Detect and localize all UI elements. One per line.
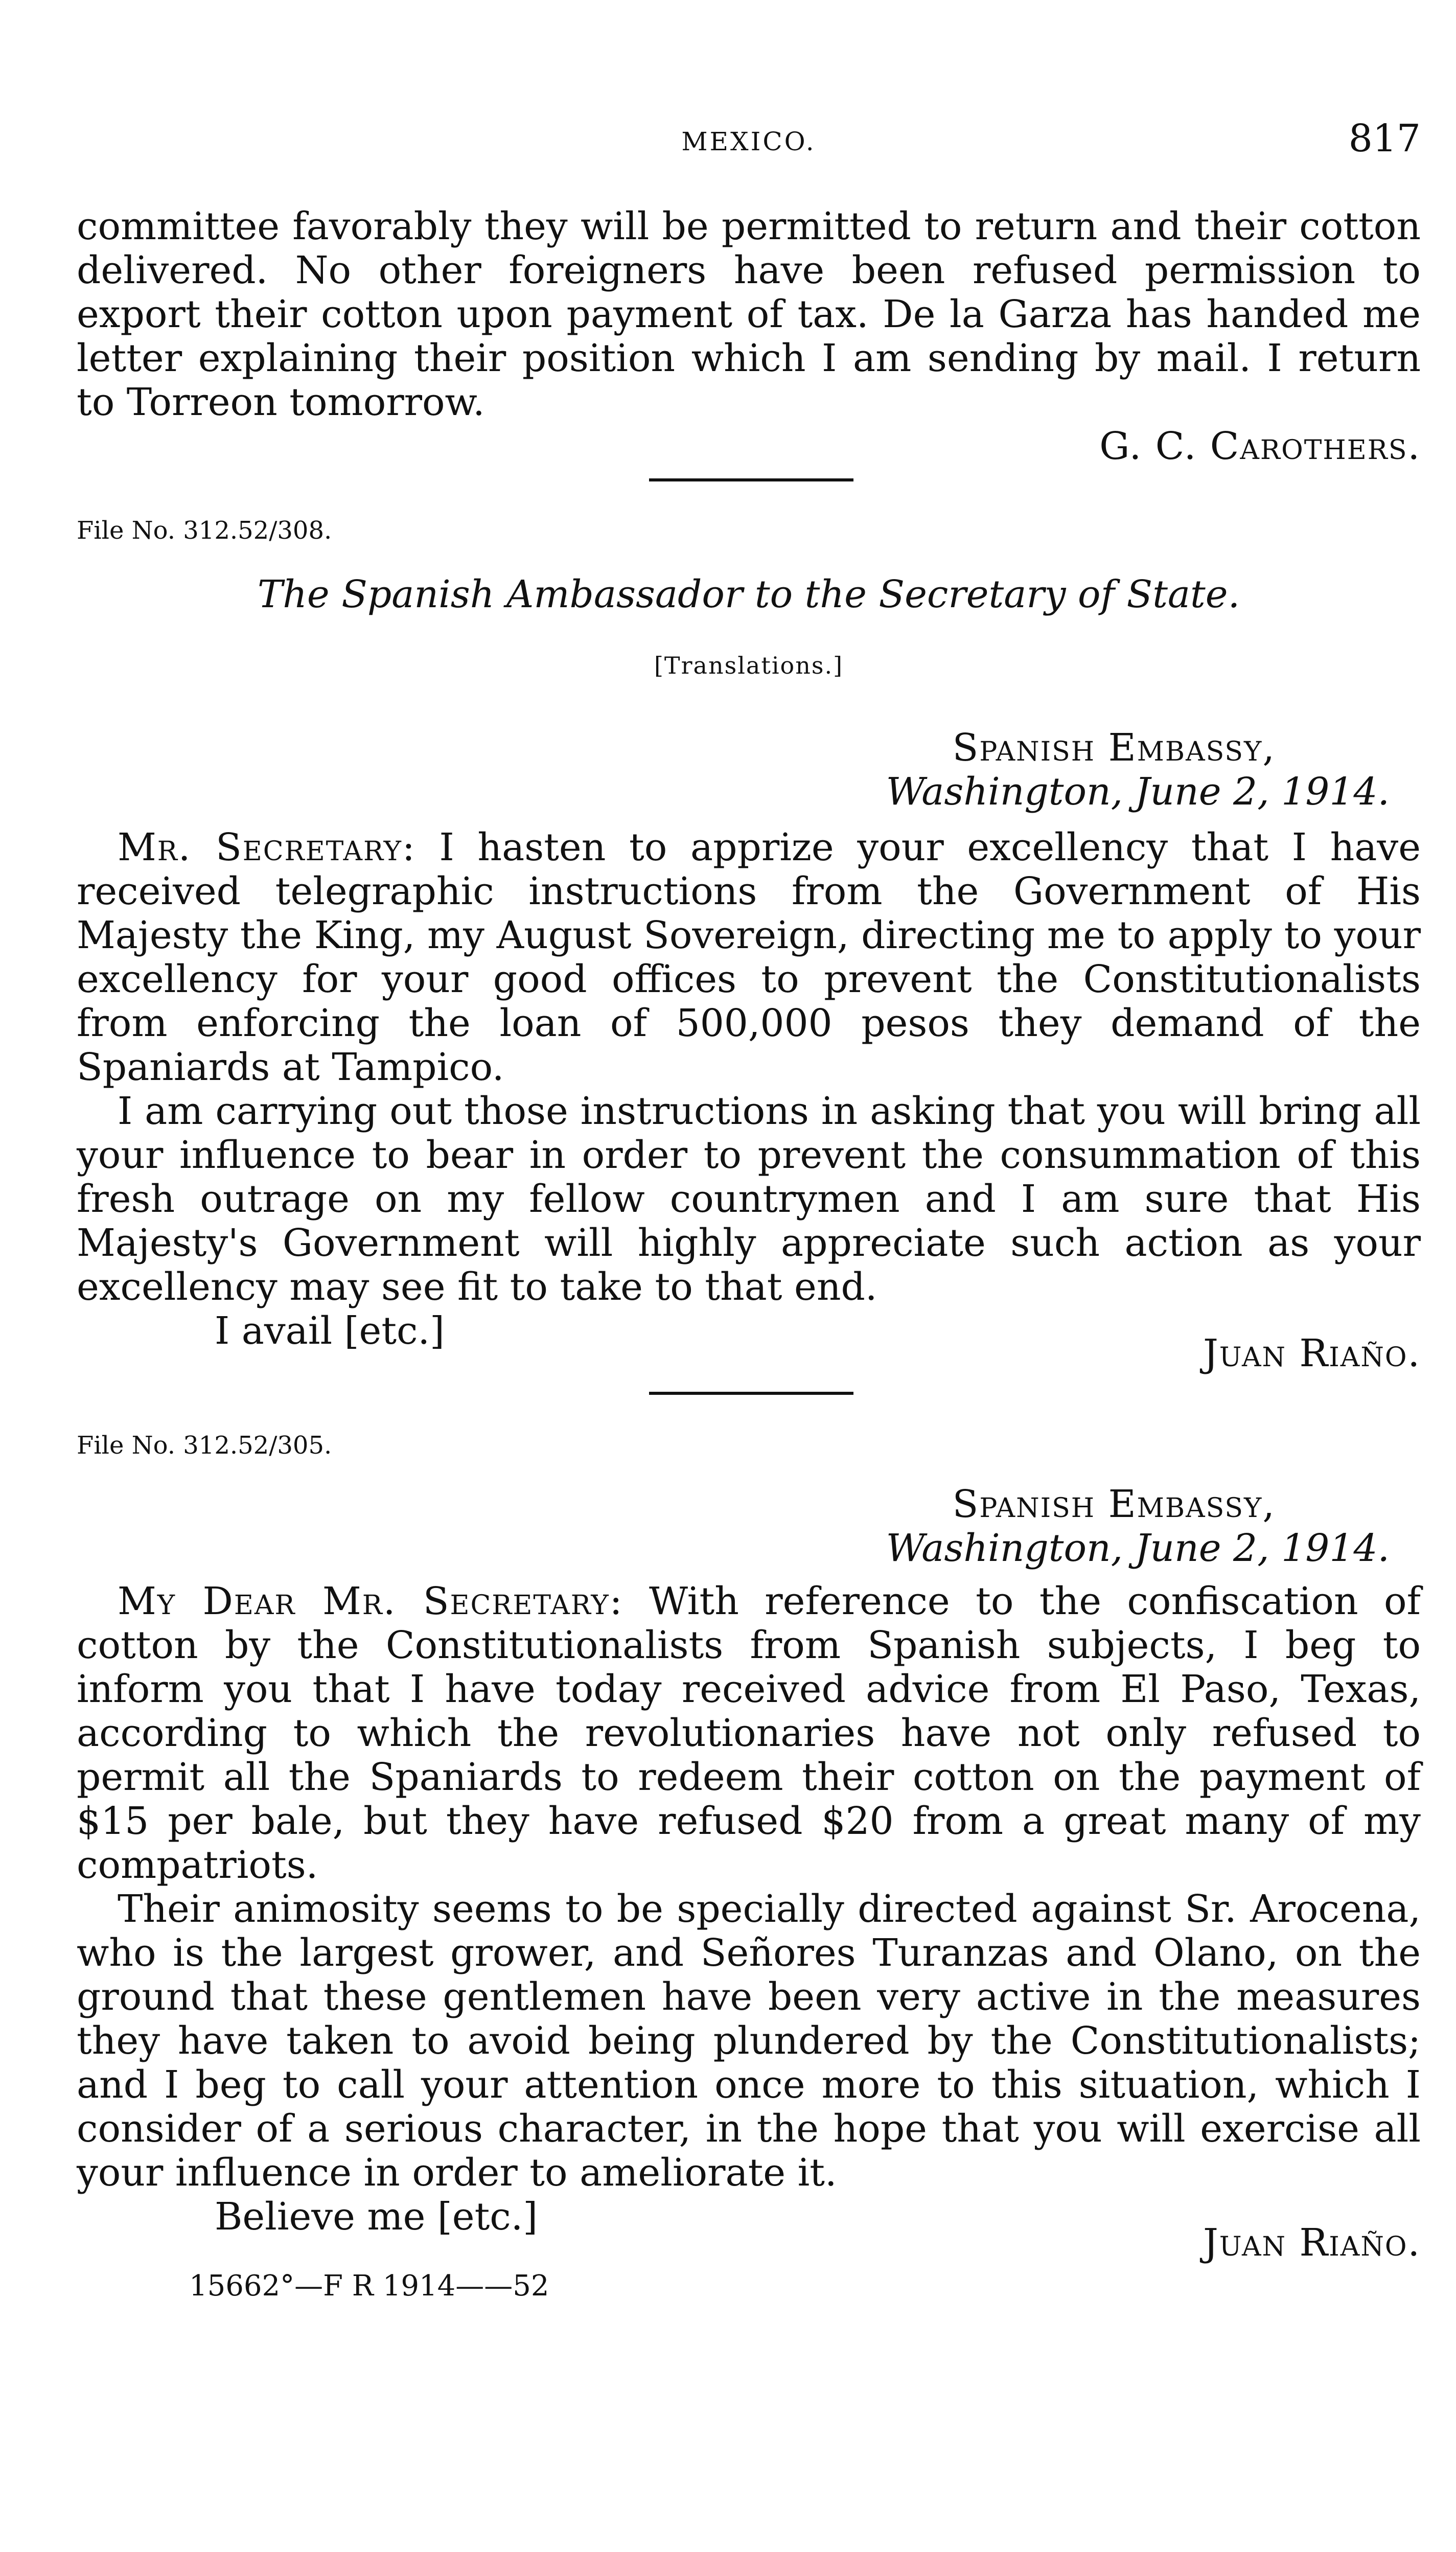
intro-signature: G. C. Carothers. (1099, 424, 1421, 468)
letter-2-paragraph-2: Their animosity seems to be specially directed against Sr. Arocena, who is the largest grower, and Señores Turanzas and Olano, on the ground that these gentlemen have been very active in the measures they have taken to avoid being plundered by the Constitutionalists; and I beg to call your attention once more to this situation, which I consider of a serious character, in the hope that you will exercise all your influence in order to ameliorate it. (77, 1887, 1421, 2195)
letter-2-paragraph-1 (77, 1579, 1421, 1887)
salutation: My Dear Mr. Secretary: (118, 1579, 623, 1623)
file-number: File No. 312.52/305. (77, 1431, 332, 1460)
dateline-place: Washington, June 2, 1914. (886, 770, 1390, 814)
letter-1-closing: I avail [etc.] (215, 1309, 445, 1353)
letter-1-signature: Juan Riaño. (1203, 1331, 1421, 1375)
salutation: Mr. Secretary: (118, 825, 416, 869)
letter-2-body (77, 1579, 1421, 2239)
letter-2-closing: Believe me [etc.] (215, 2195, 538, 2239)
embassy-name: Spanish Embassy, (952, 1482, 1276, 1526)
printer-signature-mark: 15662°—F R 1914——52 (189, 2269, 549, 2303)
dateline-place: Washington, June 2, 1914. (886, 1526, 1390, 1570)
paragraph-text: I hasten to apprize your excellency that I have received telegraphic instructions from the Government of His Majesty the King, my August Sovereign, directing me to apply to your excellency for your good offices to prevent the Constitutionalists from enforcing the loan of 500,000 pesos they demand of the Spaniards at Tampico. (77, 825, 1421, 1089)
section-divider (649, 1392, 853, 1395)
letter-2-signature: Juan Riaño. (1203, 2221, 1421, 2265)
paragraph-text: With reference to the confiscation of cotton by the Constitutionalists from Spanish subjects, I beg to inform you that I have today received advice from El Paso, Texas, according to which the revolutionaries have not only refused to permit all the Spaniards to redeem their cotton on the payment of $15 per bale, but they have refused $20 from a great many of my compatriots. (77, 1579, 1421, 1887)
dateline (886, 726, 1390, 814)
document-title: The Spanish Ambassador to the Secretary of State. (257, 572, 1240, 616)
embassy-name: Spanish Embassy, (952, 726, 1276, 770)
dateline (886, 1482, 1390, 1570)
section-divider (649, 478, 853, 481)
letter-1-paragraph-2: I am carrying out those instructions in asking that you will bring all your influence to bear in order to prevent the consummation of this fresh outrage on my fellow countrymen and I am sure that His Majesty's Government will highly appreciate such action as your excellency may see fit to take to that end. (77, 1089, 1421, 1309)
page-number: 817 (1348, 117, 1421, 160)
letter-1-body (77, 825, 1421, 1353)
translations-note: [Translations.] (654, 652, 844, 679)
file-number: File No. 312.52/308. (77, 516, 332, 545)
letter-1-paragraph-1 (77, 825, 1421, 1089)
page-header (77, 117, 1421, 173)
intro-paragraph: committee favorably they will be permitted to return and their cotton delivered. No other foreigners have been refused permission to export their cotton upon payment of tax. De la Garza has handed me letter explaining their position which I am sending by mail. I return to Torreon tomorrow. (77, 204, 1421, 424)
running-head: MEXICO. (681, 127, 816, 156)
intro-block (77, 204, 1421, 424)
